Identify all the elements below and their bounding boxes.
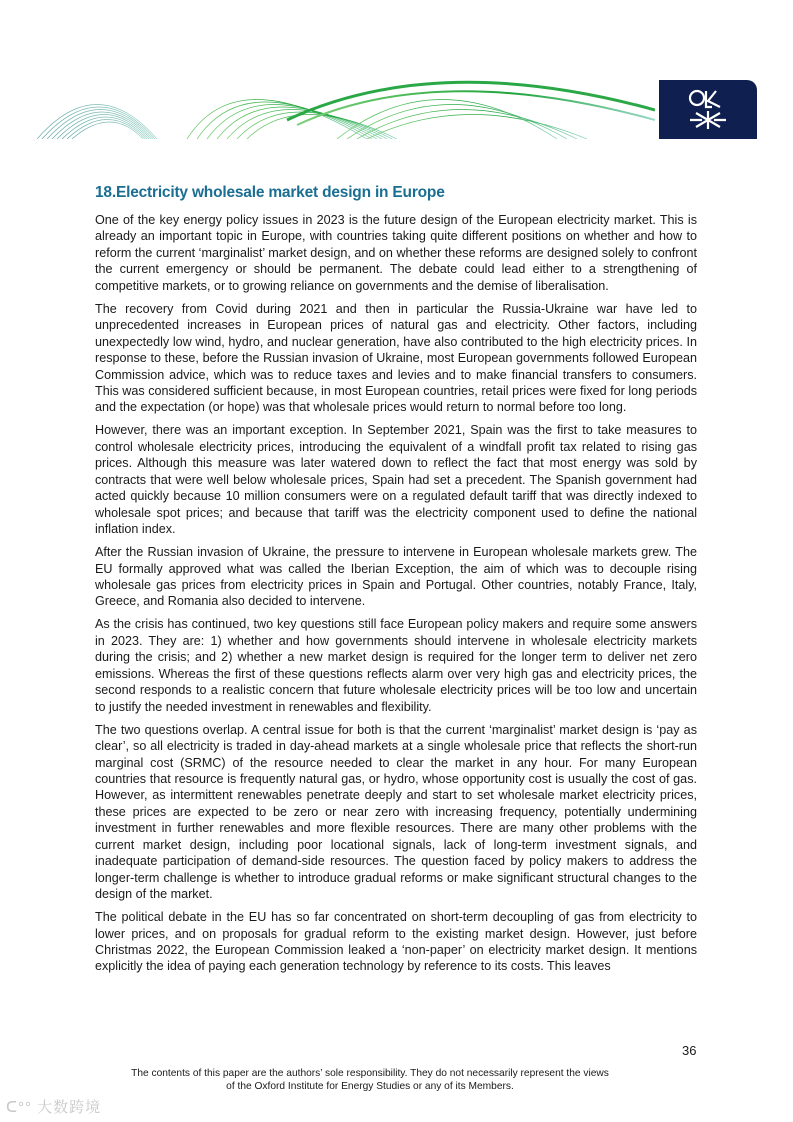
paragraph: The political debate in the EU has so far concentrated on short-term decoupling of gas from electricity to lower prices, and on proposals for gradual reform to the existing market design. However, just before Christmas 2022, the European Commission leaked a ‘non-paper’ on electricity market design. It mentions explicitly the idea of paying each generation technology by reference to its costs. This leaves [95, 910, 697, 974]
paragraph: As the crisis has continued, two key questions still face European policy makers and require some answers in 2023. They are: 1) whether and how governments should intervene in wholesale electricity markets during the crisis; and 2) whether a new market design is required for the longer term to deliver net zero emissions. Whereas the first of these questions reflects alarm over very high gas and electricity prices, the second responds to a realistic concern that future wholesale electricity prices will be too low and uncertain to justify the needed investment in renewables and flexibility. [95, 617, 697, 714]
footer-disclaimer [95, 1067, 645, 1093]
disclaimer-line: of the Oxford Institute for Energy Studies or any of its Members. [226, 1081, 514, 1092]
watermark-text: 大数跨境 [37, 1099, 102, 1116]
paragraph: However, there was an important exception. In September 2021, Spain was the first to take measures to control wholesale electricity prices, introducing the equivalent of a windfall profit tax related to rising gas prices. Although this measure was later watered down to reflect the fact that most energy was sold by contracts that were well below wholesale prices, Spain had set a precedent. The Spanish government had acted quickly because 10 million consumers were on a regulated default tariff that was directly indexed to wholesale spot prices; and because that tariff was the electricity component used to define the national inflation index. [95, 423, 697, 537]
oies-logo [659, 80, 757, 139]
body-text [95, 212, 697, 981]
page-number: 36 [682, 1043, 697, 1058]
paragraph: One of the key energy policy issues in 2023 is the future design of the European electricity market. This is already an important topic in Europe, with countries taking quite different positions on whether and how to reform the current ‘marginalist’ market design, and on whether these reforms are designed solely to confront the current emergency or should be permanent. The debate could lead either to a strengthening of competitive markets, or to growing reliance on governments and the demise of liberalisation. [95, 213, 697, 293]
disclaimer-line: The contents of this paper are the authors’ sole responsibility. They do not necessarily represent the views [131, 1068, 609, 1079]
watermark-logo-icon: ᑕ°° [6, 1099, 38, 1116]
header-banner-waves [37, 80, 655, 139]
watermark [6, 1096, 101, 1117]
paragraph: After the Russian invasion of Ukraine, the pressure to intervene in European wholesale markets grew. The EU formally approved what was called the Iberian Exception, the aim of which was to decouple rising wholesale gas prices from electricity prices in Spain and Portugal. Other countries, notably France, Italy, Greece, and Romania also decided to intervene. [95, 545, 697, 609]
paragraph: The recovery from Covid during 2021 and then in particular the Russia-Ukraine war have led to unprecedented increases in European prices of natural gas and electricity. Other factors, including unexpectedly low wind, hydro, and nuclear generation, have also contributed to the high electricity prices. In response to these, before the Russian invasion of Ukraine, most European governments followed European Commission advice, which was to reduce taxes and levies and to make financial transfers to consumers. This was considered sufficient because, in most European countries, retail prices were fixed for long periods and the expectation (or hope) was that wholesale prices would return to normal before too long. [95, 301, 697, 415]
paragraph: The two questions overlap. A central issue for both is that the current ‘marginalist’ market design is ‘pay as clear’, so all electricity is traded in day-ahead markets at a single wholesale price that reflects the short-run marginal cost (SRMC) of the resource needed to clear the market in any hour. For many European countries that resource is frequently natural gas, or hydro, whose opportunity cost is usually the cost of gas. However, as intermittent renewables penetrate deeply and start to set wholesale market electricity prices, these prices are expected to be zero or near zero with increasing frequency, potentially undermining investment in further renewables and more flexible resources. There are many other problems with the current market design, including poor locational signals, lack of long-term investment signals, and inadequate participation of demand-side resources. The question faced by policy makers to address the longer-term challenge is whether to introduce gradual reforms or make significant structural changes to the design of the market. [95, 722, 697, 902]
section-title: 18.Electricity wholesale market design in Europe [95, 184, 445, 201]
logo-icon [688, 89, 728, 131]
